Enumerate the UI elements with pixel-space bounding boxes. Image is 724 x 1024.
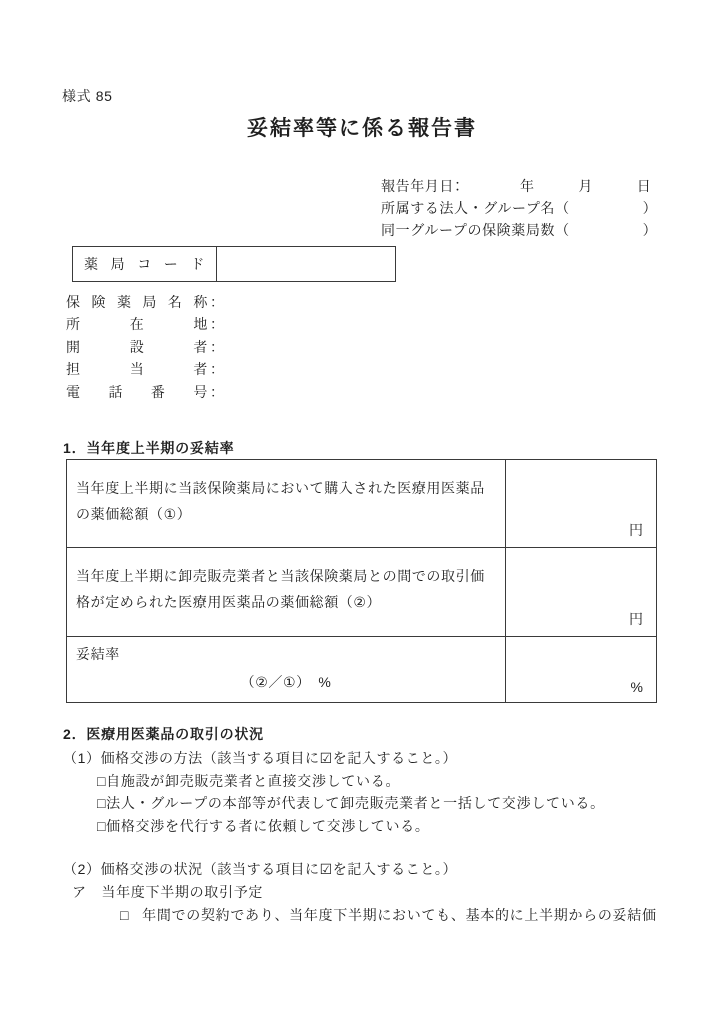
pharmacy-fields <box>66 291 424 403</box>
field-colon: ： <box>210 294 224 310</box>
option-direct-negotiation <box>97 770 605 792</box>
section2-1-heading: （1）価格交渉の方法（該当する項目に☑を記入すること。） <box>63 750 458 766</box>
table-row <box>67 460 656 547</box>
field-row-address <box>66 313 424 335</box>
option-label: 価格交渉を代行する者に依頼して交渉している。 <box>106 817 430 834</box>
field-colon: ： <box>210 338 224 355</box>
checkbox-icon[interactable]: □ <box>120 907 130 923</box>
option-annual-contract <box>120 905 657 925</box>
page-title: 妥結率等に係る報告書 <box>247 117 477 140</box>
section1-heading: 1．当年度上半期の妥結率 <box>63 440 235 456</box>
field-row-pharmacy-name <box>66 291 424 313</box>
group-name-line: 所属する法人・グループ名（ ） <box>381 200 658 216</box>
settlement-rate-formula: （②／①） % <box>240 674 332 690</box>
option-agent-negotiation <box>97 815 605 837</box>
pharmacy-code-label: 薬局コード <box>84 256 205 272</box>
row3-label-cell <box>67 637 506 702</box>
section2-2-heading: （2）価格交渉の状況（該当する項目に☑を記入すること。） <box>63 861 458 877</box>
field-label: 担当者 <box>66 361 208 378</box>
table-row <box>67 636 656 702</box>
field-row-phone <box>66 381 424 403</box>
option-label: 法人・グループの本部等が代表して卸売販売業者と一括して交渉している。 <box>106 795 605 812</box>
settlement-rate-label: 妥結率 <box>76 646 120 662</box>
table-row <box>67 547 656 636</box>
checkbox-icon[interactable]: □ <box>97 817 107 834</box>
row2-description: 当年度上半期に卸売販売業者と当該保険薬局との間での取引価格が定められた医療用医薬品の薬価総額（②） <box>67 548 506 636</box>
field-colon: ： <box>210 361 224 378</box>
field-label: 開設者 <box>66 338 208 355</box>
field-row-contact-person <box>66 358 424 380</box>
row1-amount-input[interactable] <box>506 460 656 547</box>
group-count-line: 同一グループの保険薬局数（ ） <box>381 222 658 238</box>
row2-amount-input[interactable] <box>506 548 656 636</box>
option-label: 自施設が卸売販売業者と直接交渉している。 <box>106 773 401 789</box>
field-label: 所在地 <box>66 316 208 333</box>
pharmacy-code-input[interactable] <box>217 247 395 281</box>
option-label: 年間での契約であり、当年度下半期においても、基本的に上半期からの妥結価 <box>142 907 657 923</box>
row1-unit-label: 円 <box>629 522 643 538</box>
row1-description: 当年度上半期に当該保険薬局において購入された医療用医薬品の薬価総額（①） <box>67 460 506 547</box>
field-colon: ： <box>210 316 224 333</box>
option-group-negotiation <box>97 792 605 814</box>
row2-unit-label: 円 <box>629 611 643 627</box>
field-row-founder <box>66 336 424 358</box>
settlement-rate-table <box>66 459 657 703</box>
field-label: 電話番号 <box>66 383 208 400</box>
negotiation-method-options <box>97 770 605 837</box>
pharmacy-code-box <box>72 246 396 282</box>
section2-heading: 2．医療用医薬品の取引の状況 <box>63 726 264 742</box>
form-number: 様式 85 <box>62 88 113 104</box>
row3-unit-label: % <box>630 679 643 695</box>
checkbox-icon[interactable]: □ <box>97 773 107 789</box>
report-meta-block <box>381 175 657 241</box>
row3-rate-input[interactable] <box>506 637 656 702</box>
item-a-heading: ア 当年度下半期の取引予定 <box>72 884 264 900</box>
field-label: 保険薬局名称 <box>66 294 208 310</box>
checkbox-icon[interactable]: □ <box>97 795 107 812</box>
report-date-line: 報告年月日： 年 月 日 <box>381 178 652 194</box>
field-colon: ： <box>210 383 224 400</box>
pharmacy-code-label-cell <box>73 247 217 281</box>
